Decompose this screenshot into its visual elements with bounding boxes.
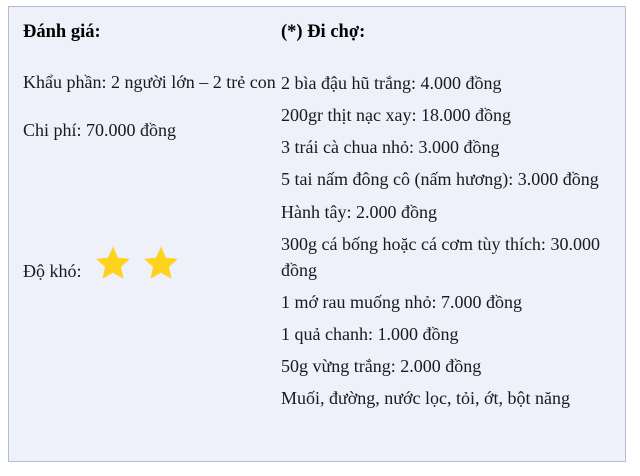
list-item: 2 bìa đậu hũ trắng: 4.000 đồng (281, 73, 502, 94)
list-item: 200gr thịt nạc xay: 18.000 đồng (281, 105, 511, 126)
difficulty-row (23, 261, 281, 282)
two-column-layout (9, 7, 625, 461)
list-item: 1 mớ rau muống nhỏ: 7.000 đồng (281, 291, 523, 312)
difficulty-label: Độ khó: (23, 261, 82, 281)
list-item: 300g cá bống hoặc cá cơm tùy thích: 30.000 đồng (281, 233, 600, 280)
star-icon (142, 244, 180, 282)
list-item: 5 tai nấm đông cô (nấm hương): 3.000 đồng (281, 169, 599, 190)
list-item: 50g vừng trắng: 2.000 đồng (281, 355, 482, 376)
list-item: 1 quả chanh: 1.000 đồng (281, 323, 459, 344)
list-item: Hành tây: 2.000 đồng (281, 201, 437, 222)
shopping-column (281, 21, 613, 417)
shopping-list (281, 70, 613, 411)
serving-text: Khẩu phần: 2 người lớn – 2 trẻ con (23, 72, 276, 93)
evaluation-heading: Đánh giá: (23, 22, 101, 42)
star-icon (94, 244, 132, 282)
list-item: 3 trái cà chua nhỏ: 3.000 đồng (281, 137, 500, 158)
list-item: Muối, đường, nước lọc, tỏi, ớt, bột năng (281, 388, 571, 409)
recipe-info-card (8, 6, 626, 462)
evaluation-column (23, 21, 281, 281)
shopping-heading: (*) Đi chợ: (281, 22, 366, 42)
difficulty-rating (94, 244, 190, 282)
cost-text: Chi phí: 70.000 đồng (23, 119, 177, 140)
